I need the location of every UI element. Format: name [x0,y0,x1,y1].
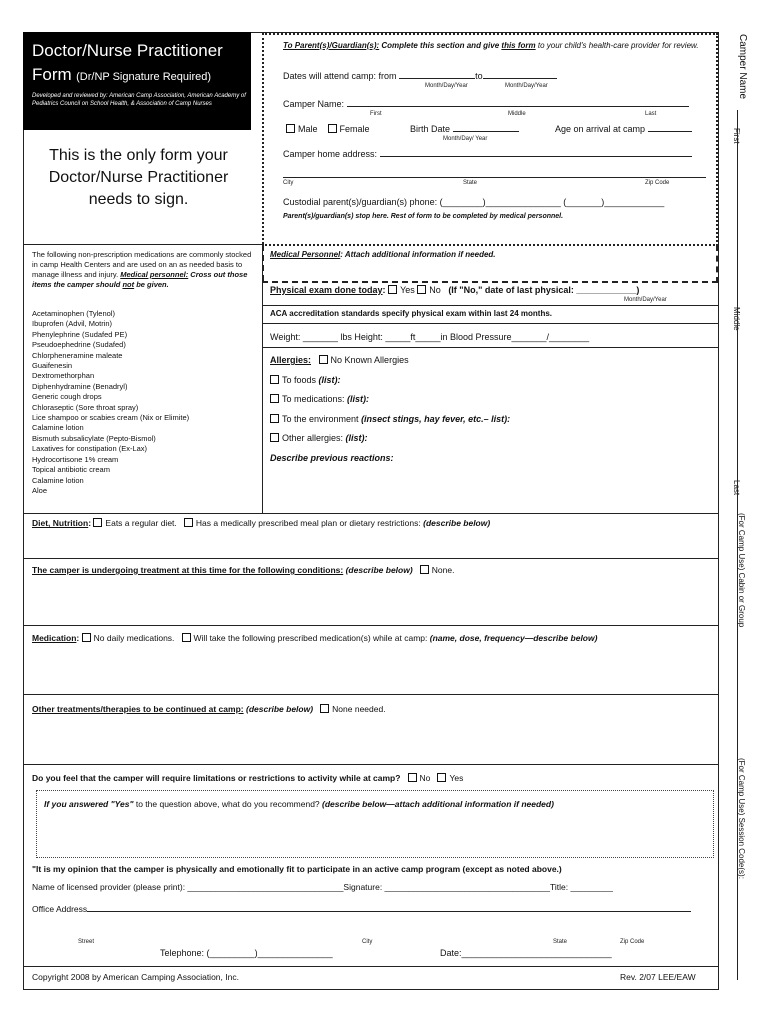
med-item: Calamine lotion [32,423,84,433]
parent-stop-note: Parent(s)/guardian(s) stop here. Rest of form to be completed by medical personnel. [283,213,564,220]
med-item: Generic cough drops [32,392,102,402]
reactions-label: Describe previous reactions: [270,453,394,463]
no-medication-checkbox[interactable] [82,633,91,642]
med-item: Diphenhydramine (Benadryl) [32,381,128,391]
parent-header: To Parent(s)/Guardian(s): Complete this section and give this form to your child's health-care provider for review. [283,41,699,50]
med-item: Laxatives for constipation (Ex-Lax) [32,444,148,454]
side-camper-name: Camper Name [737,34,748,100]
camper-name-row: Camper Name: [283,99,689,110]
side-cabin-group: (For Camp Use) Cabin or Group [737,513,746,628]
telephone-row: Telephone: (_________)_______________ [160,948,333,958]
med-item: Dextromethorphan [32,371,95,381]
medical-attach-note: Medical Personnel: Attach additional information if needed. [270,250,496,259]
meal-plan-checkbox[interactable] [184,518,193,527]
med-item: Topical antibiotic cream [32,465,110,475]
limitations-row: Do you feel that the camper will require limitations or restrictions to activity while at camp? No Yes [32,773,464,783]
vitals-row: Weight: _______ lbs Height: _____ft_____in Blood Pressure_______/________ [270,332,590,342]
limit-no-checkbox[interactable] [408,773,417,782]
male-checkbox[interactable] [286,124,295,133]
aca-note: ACA accreditation standards specify physical exam within last 24 months. [270,309,553,318]
date-to-field[interactable] [483,78,557,79]
form-title: Doctor/Nurse Practitioner [32,41,223,60]
treatment-row: The camper is undergoing treatment at this time for the following conditions: (describe below) None. [32,565,455,575]
camper-name-field[interactable] [347,106,689,107]
med-item: Hydrocortisone 1% cream [32,454,119,464]
med-item: Chlorpheneramine maleate [32,350,123,360]
other-allergies-checkbox[interactable] [270,433,279,442]
parent-phone-row: Custodial parent(s)/guardian(s) phone: (________)_______________ (_______)____________ [283,197,665,207]
side-session-code: (For Camp Use) Session Code(s): [737,758,746,879]
med-item: Ibuprofen (Advil, Motrin) [32,319,113,329]
provider-row: Name of licensed provider (please print): _________________________________Signature: ___________________________________Title: _________ [32,882,614,892]
exam-yes-checkbox[interactable] [388,285,397,294]
sex-row: Male Female [286,124,370,135]
copyright: Copyright 2008 by American Camping Association, Inc. [32,972,239,982]
med-item: Calamine lotion [32,475,84,485]
med-item: Aloe [32,485,48,495]
med-item: Phenylephrine (Sudafed PE) [32,329,128,339]
female-checkbox[interactable] [328,124,337,133]
allergies-row: Allergies: No Known Allergies [270,355,409,365]
medication-row: Medication: No daily medications. Will take the following prescribed medication(s) while at camp: (name, dose, frequency—describe below) [32,633,598,643]
date-from-field[interactable] [399,78,475,79]
revision: Rev. 2/07 LEE/EAW [620,972,696,982]
title-box [23,32,251,130]
med-item: Guaifenesin [32,361,73,371]
diet-row: Diet, Nutrition: Eats a regular diet. Has a medically prescribed meal plan or dietary restrictions: (describe below) [32,518,491,528]
home-address-field[interactable] [380,156,692,157]
form-title-2: Form [32,65,72,84]
office-address-row: Office Address [32,904,691,915]
med-item: Chloraseptic (Sore throat spray) [32,402,139,412]
medications-allergy-checkbox[interactable] [270,394,279,403]
foods-checkbox[interactable] [270,375,279,384]
med-intro: The following non-prescription medications are commonly stocked in camp Health Centers and are used on an as needed basis to manage illness and injury. Medical personnel: Cross out those items the camper should not be given. [32,250,252,289]
birth-date-row: Birth Date [410,124,519,135]
environment-checkbox[interactable] [270,414,279,423]
limit-yes-checkbox[interactable] [437,773,446,782]
other-treatments-row: Other treatments/therapies to be continued at camp: (describe below) None needed. [32,704,386,714]
reviewed-by: Developed and reviewed by: American Camp Association, American Academy of Pediatrics Council on School Health, & Association of Camp Nurses [32,93,246,107]
form-subtitle: (Dr/NP Signature Required) [76,71,212,83]
home-address-row: Camper home address: [283,149,692,160]
none-needed-checkbox[interactable] [320,704,329,713]
med-item: Pseudoephedrine (Sudafed) [32,340,126,350]
exam-row: Physical exam done today: Yes No (If "No," date of last physical: ____________) [270,285,640,295]
med-item: Acetaminophen (Tylenol) [32,309,115,318]
birth-date-field[interactable] [453,131,519,132]
nka-checkbox[interactable] [319,355,328,364]
age-field[interactable] [648,131,692,132]
only-form-note: This is the only form your Doctor/Nurse Practitioner needs to sign. [48,147,229,208]
regular-diet-checkbox[interactable] [93,518,102,527]
if-yes-note: If you answered "Yes" to the question above, what do you recommend? (describe below—attach additional information if needed) [44,799,554,809]
age-row: Age on arrival at camp [555,124,692,135]
dates-row: Dates will attend camp: from to [283,71,557,82]
office-address-field[interactable] [87,911,691,912]
med-list [32,309,257,496]
med-item: Lice shampoo or scabies cream (Nix or Elimite) [32,413,190,423]
med-item: Bismuth subsalicylate (Pepto-Bismol) [32,433,156,443]
treatment-none-checkbox[interactable] [420,565,429,574]
exam-no-checkbox[interactable] [417,285,426,294]
prescribed-medication-checkbox[interactable] [182,633,191,642]
date-row: Date:______________________________ [440,948,612,958]
opinion-statement: "It is my opinion that the camper is physically and emotionally fit to participate in an active camp program (except as noted above.) [32,864,562,874]
